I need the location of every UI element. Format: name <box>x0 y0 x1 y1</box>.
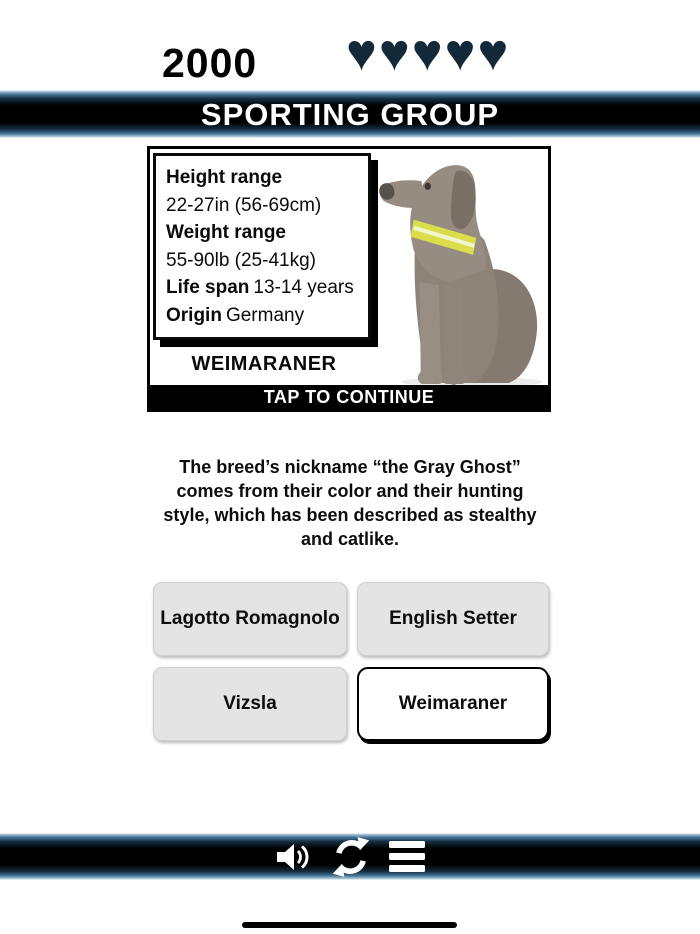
menu-button[interactable] <box>388 841 426 872</box>
tap-to-continue-button[interactable]: TAP TO CONTINUE <box>150 385 548 409</box>
heart-icon: ♥ <box>346 24 379 82</box>
home-indicator[interactable] <box>242 922 457 928</box>
score-label: 2000 <box>162 40 258 86</box>
volume-button[interactable] <box>274 840 314 874</box>
heart-icon: ♥ <box>477 24 511 82</box>
lives-hearts <box>346 22 510 86</box>
answer-button-weimaraner[interactable]: Weimaraner <box>357 667 549 741</box>
answer-button-vizsla[interactable]: Vizsla <box>153 667 347 741</box>
breed-card <box>147 146 551 412</box>
refresh-button[interactable] <box>330 836 372 878</box>
answer-button-english-setter[interactable]: English Setter <box>357 582 549 656</box>
fact-value: 13-14 years <box>253 277 354 298</box>
answer-button-lagotto-romagnolo[interactable]: Lagotto Romagnolo <box>153 582 347 656</box>
group-title: SPORTING GROUP <box>200 97 500 132</box>
fact-value: 55-90lb (25-41kg) <box>166 249 316 271</box>
menu-icon <box>388 841 426 872</box>
heart-icon: ♥ <box>411 24 445 82</box>
fact-life-span <box>166 274 364 302</box>
fact-weight-range <box>166 219 364 274</box>
volume-icon <box>274 840 314 874</box>
group-banner <box>0 90 700 138</box>
breed-name: WEIMARANER <box>191 353 337 375</box>
heart-icon: ♥ <box>444 24 478 82</box>
dog-photo <box>369 153 547 387</box>
bottom-toolbar <box>0 833 700 880</box>
fact-origin <box>166 302 364 330</box>
fact-height-range <box>166 164 364 219</box>
fact-label: Weight range <box>166 222 286 243</box>
breed-info-box <box>153 153 371 340</box>
heart-icon: ♥ <box>378 24 412 82</box>
breed-description: The breed’s nickname “the Gray Ghost” comes from their color and their hunting style, which has been described as stealthy and catlike. <box>163 457 537 549</box>
fact-label: Origin <box>166 304 222 326</box>
refresh-icon <box>330 836 372 878</box>
fact-label: Life span <box>166 277 250 298</box>
fact-value: 22-27in (56-69cm) <box>166 194 322 216</box>
fact-value: Germany <box>225 304 305 326</box>
fact-label: Height range <box>166 167 283 188</box>
